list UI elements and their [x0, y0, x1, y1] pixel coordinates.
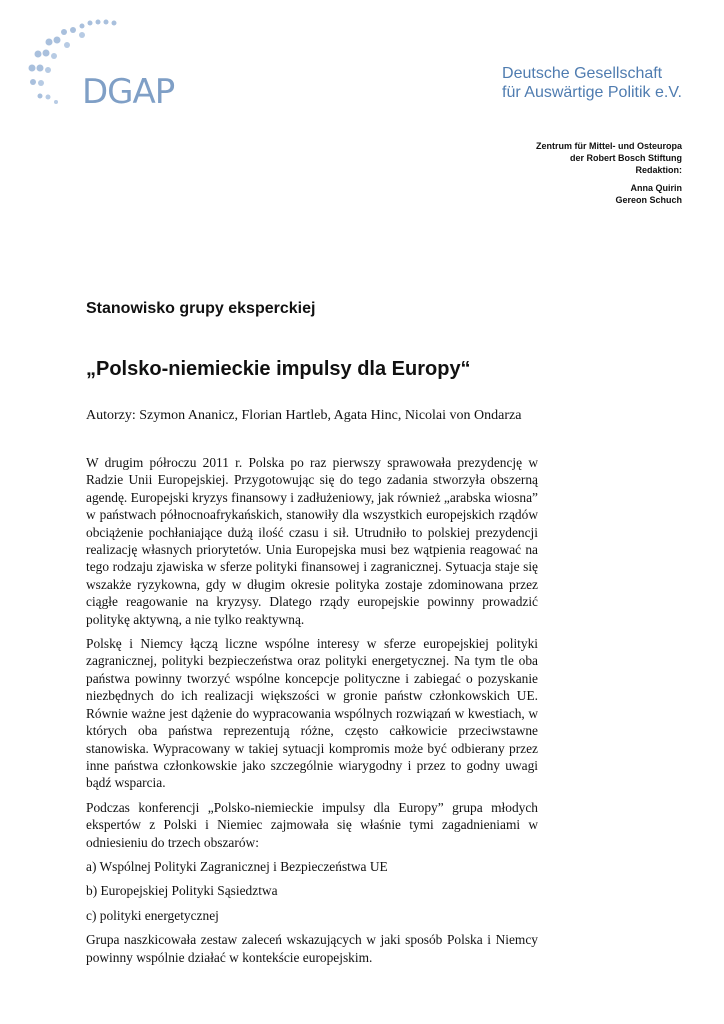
dgap-logo [24, 16, 184, 112]
list-item-c: c) polityki energetycznej [86, 907, 219, 923]
organization-name-line2: für Auswärtige Politik e.V. [502, 84, 682, 101]
authors-line: Autorzy: Szymon Ananicz, Florian Hartleb, Agata Hinc, Nicolai von Ondarza [86, 408, 522, 423]
editor-name-2: Gereon Schuch [615, 195, 682, 205]
organization-name-line1: Deutsche Gesellschaft [502, 65, 663, 82]
center-line2: der Robert Bosch Stiftung [570, 153, 682, 163]
editor-label: Redaktion: [635, 165, 682, 175]
paragraph-1: W drugim półroczu 2011 r. Polska po raz pierwszy sprawowała prezydencję w Radzie Unii Europejskiej. Przygotowując się do tego zadania stworzyła obszerną agendę. Europejski kryzys finansowy i zadłużeniowy, jak również „arabska wiosna” w państwach północnoafrykańskich, stanowiły dla wszystkich europejskich rządów obciążenie pochłaniające dużą ilość czasu i sił. Utrudniło to polskiej prezydencji realizację własnych priorytetów. Unia Europejska musi bez wątpienia reagować na tego rodzaju zjawiska w sferze polityki finansowej i zagranicznej. Sytuacja staje się wszakże ryzykowna, gdy w długim okresie polityka zostaje zdominowana przez ciągłe reagowanie na kryzysy. Dlatego rządy europejskie powinny prowadzić politykę aktywną, a nie tylko reaktywną. [86, 455, 538, 627]
organization-name [502, 64, 682, 102]
editorial-info [536, 140, 682, 206]
paragraph-3: Podczas konferencji „Polsko-niemieckie impulsy dla Europy” grupa młodych ekspertów z Polski i Niemiec zajmowała się właśnie tymi zagadnieniami w odniesieniu do trzech obszarów: [86, 799, 538, 850]
logo-wordmark: DGAP [82, 72, 175, 112]
document-title: „Polsko-niemieckie impulsy dla Europy“ [86, 358, 471, 380]
editor-name-1: Anna Quirin [630, 183, 682, 193]
paragraph-2: Polskę i Niemcy łączą liczne wspólne interesy w sferze europejskiej polityki zagranicznej, polityki bezpieczeństwa oraz polityki energetycznej. Na tym tle oba państwa powinny tworzyć wspólne koncepcje polityczne i zabiegać o pozyskanie niezbędnych do ich realizacji większości w gronie państw członkowskich UE. Równie ważne jest dążenie do wypracowania wspólnych rozwiązań w kwestiach, w których oba państwa reprezentują różne, często całkowicie przeciwstawne stanowiska. Wypracowany w takiej sytuacji kompromis może być odbierany przez inne państwa członkowskie jako szczególnie wiarygodny i przez to godny uwagi bądź wsparcia. [86, 636, 538, 791]
document-heading: Stanowisko grupy eksperckiej [86, 300, 316, 317]
paragraph-4: Grupa naszkicowała zestaw zaleceń wskazujących w jaki sposób Polska i Niemcy powinny wspólnie działać w kontekście europejskim. [86, 932, 538, 965]
list-item-a: a) Wspólnej Polityki Zagranicznej i Bezpieczeństwa UE [86, 858, 388, 874]
list-item-b: b) Europejskiej Polityki Sąsiedztwa [86, 883, 278, 899]
body-text [86, 454, 538, 973]
center-line1: Zentrum für Mittel- und Osteuropa [536, 141, 682, 151]
